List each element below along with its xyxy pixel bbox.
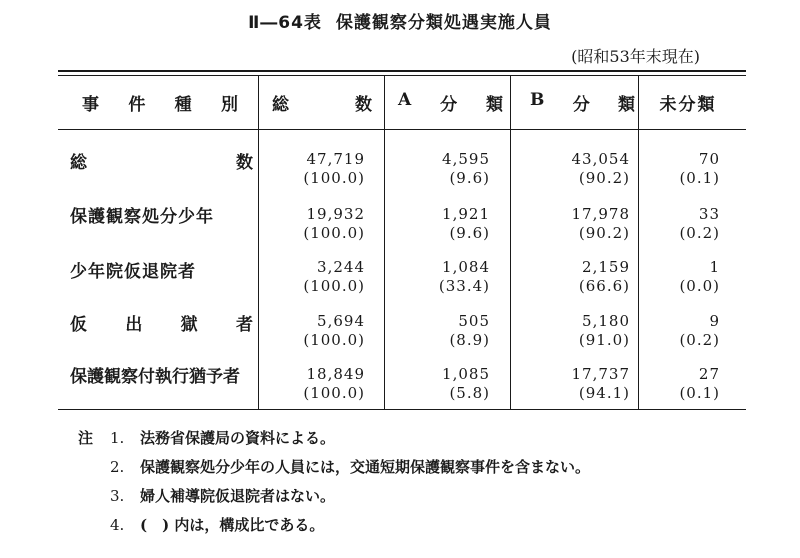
header-char: 類 (485, 95, 503, 115)
header-char: 件 (128, 95, 146, 115)
table-cell: 1 (0.0) (679, 258, 720, 295)
table-cell: 17,737 (94.1) (571, 365, 630, 402)
row-label-char: 獄 (180, 315, 199, 335)
table-cell: 505 (8.9) (449, 312, 490, 349)
table-cell: 43,054 (90.2) (571, 150, 630, 187)
note-text: 法務省保護局の資料による。 (140, 429, 336, 447)
header-category (70, 90, 250, 115)
table-cell: 4,595 (9.6) (442, 150, 490, 187)
table-code: Ⅱ―64表 (248, 13, 322, 33)
table-cell: 1,084 (33.4) (438, 258, 490, 295)
note-item (78, 424, 590, 453)
column-divider (638, 75, 639, 409)
table-cell: 5,180 (91.0) (578, 312, 630, 349)
top-rule-thick (58, 70, 746, 72)
column-divider (384, 75, 385, 409)
table-cell: 27 (0.1) (679, 365, 720, 402)
note-text: 婦人補導院仮退院者はない。 (140, 487, 336, 505)
top-rule-thin (58, 75, 746, 76)
bottom-rule (58, 409, 746, 410)
notes (78, 424, 590, 540)
header-char: B (530, 90, 545, 110)
header-char: 総 (272, 95, 289, 115)
note-number: 2. (110, 458, 125, 476)
column-divider (258, 75, 259, 409)
column-divider (510, 75, 511, 409)
note-item (78, 511, 590, 540)
as-of-date: (昭和53年末現在) (571, 47, 700, 66)
header-unclassified: 未分類 (659, 95, 717, 115)
row-label-char: 数 (236, 153, 254, 173)
table-cell: 33 (0.2) (679, 205, 720, 242)
note-text: ( ) 内は，構成比である。 (140, 516, 325, 534)
note-number: 4. (110, 516, 125, 534)
table-cell: 19,932 (100.0) (303, 205, 365, 242)
table-cell: 18,849 (100.0) (303, 365, 365, 402)
table-cell: 1,921 (9.6) (442, 205, 490, 242)
header-total (272, 90, 372, 115)
table-cell: 2,159 (66.6) (578, 258, 630, 295)
header-char: 数 (355, 95, 372, 115)
note-text: 保護観察処分少年の人員には，交通短期保護観察事件を含まない。 (140, 458, 591, 476)
note-item (78, 482, 590, 511)
row-label (70, 148, 254, 173)
header-char: 別 (220, 95, 238, 115)
row-label: 保護観察付執行猶予者 (70, 367, 240, 387)
row-label: 保護観察処分少年 (70, 207, 214, 227)
notes-lead: 注 (78, 429, 94, 447)
note-item (78, 453, 590, 482)
table-title-text: 保護観察分類処遇実施人員 (335, 13, 552, 33)
table-cell: 9 (0.2) (679, 312, 720, 349)
table-cell: 5,694 (100.0) (303, 312, 365, 349)
table-cell: 1,085 (5.8) (442, 365, 490, 402)
header-a-class (398, 90, 503, 115)
row-label-char: 仮 (70, 315, 88, 335)
header-b-class (530, 90, 635, 115)
header-char: 種 (174, 95, 192, 115)
note-number: 1. (110, 429, 125, 447)
row-label (70, 310, 254, 335)
row-label-char: 出 (125, 315, 144, 335)
header-rule (58, 129, 746, 130)
row-label-char: 総 (70, 153, 88, 173)
header-char: 分 (572, 95, 590, 115)
note-number: 3. (110, 487, 125, 505)
table-title (0, 8, 800, 33)
header-char: A (398, 90, 412, 110)
table-cell: 47,719 (100.0) (303, 150, 365, 187)
header-char: 分 (440, 95, 458, 115)
header-char: 事 (82, 95, 99, 115)
table-cell: 3,244 (100.0) (303, 258, 365, 295)
header-char: 類 (618, 95, 635, 115)
table-cell: 70 (0.1) (679, 150, 720, 187)
row-label-char: 者 (235, 315, 254, 335)
table-cell: 17,978 (90.2) (571, 205, 630, 242)
row-label: 少年院仮退院者 (70, 262, 196, 282)
